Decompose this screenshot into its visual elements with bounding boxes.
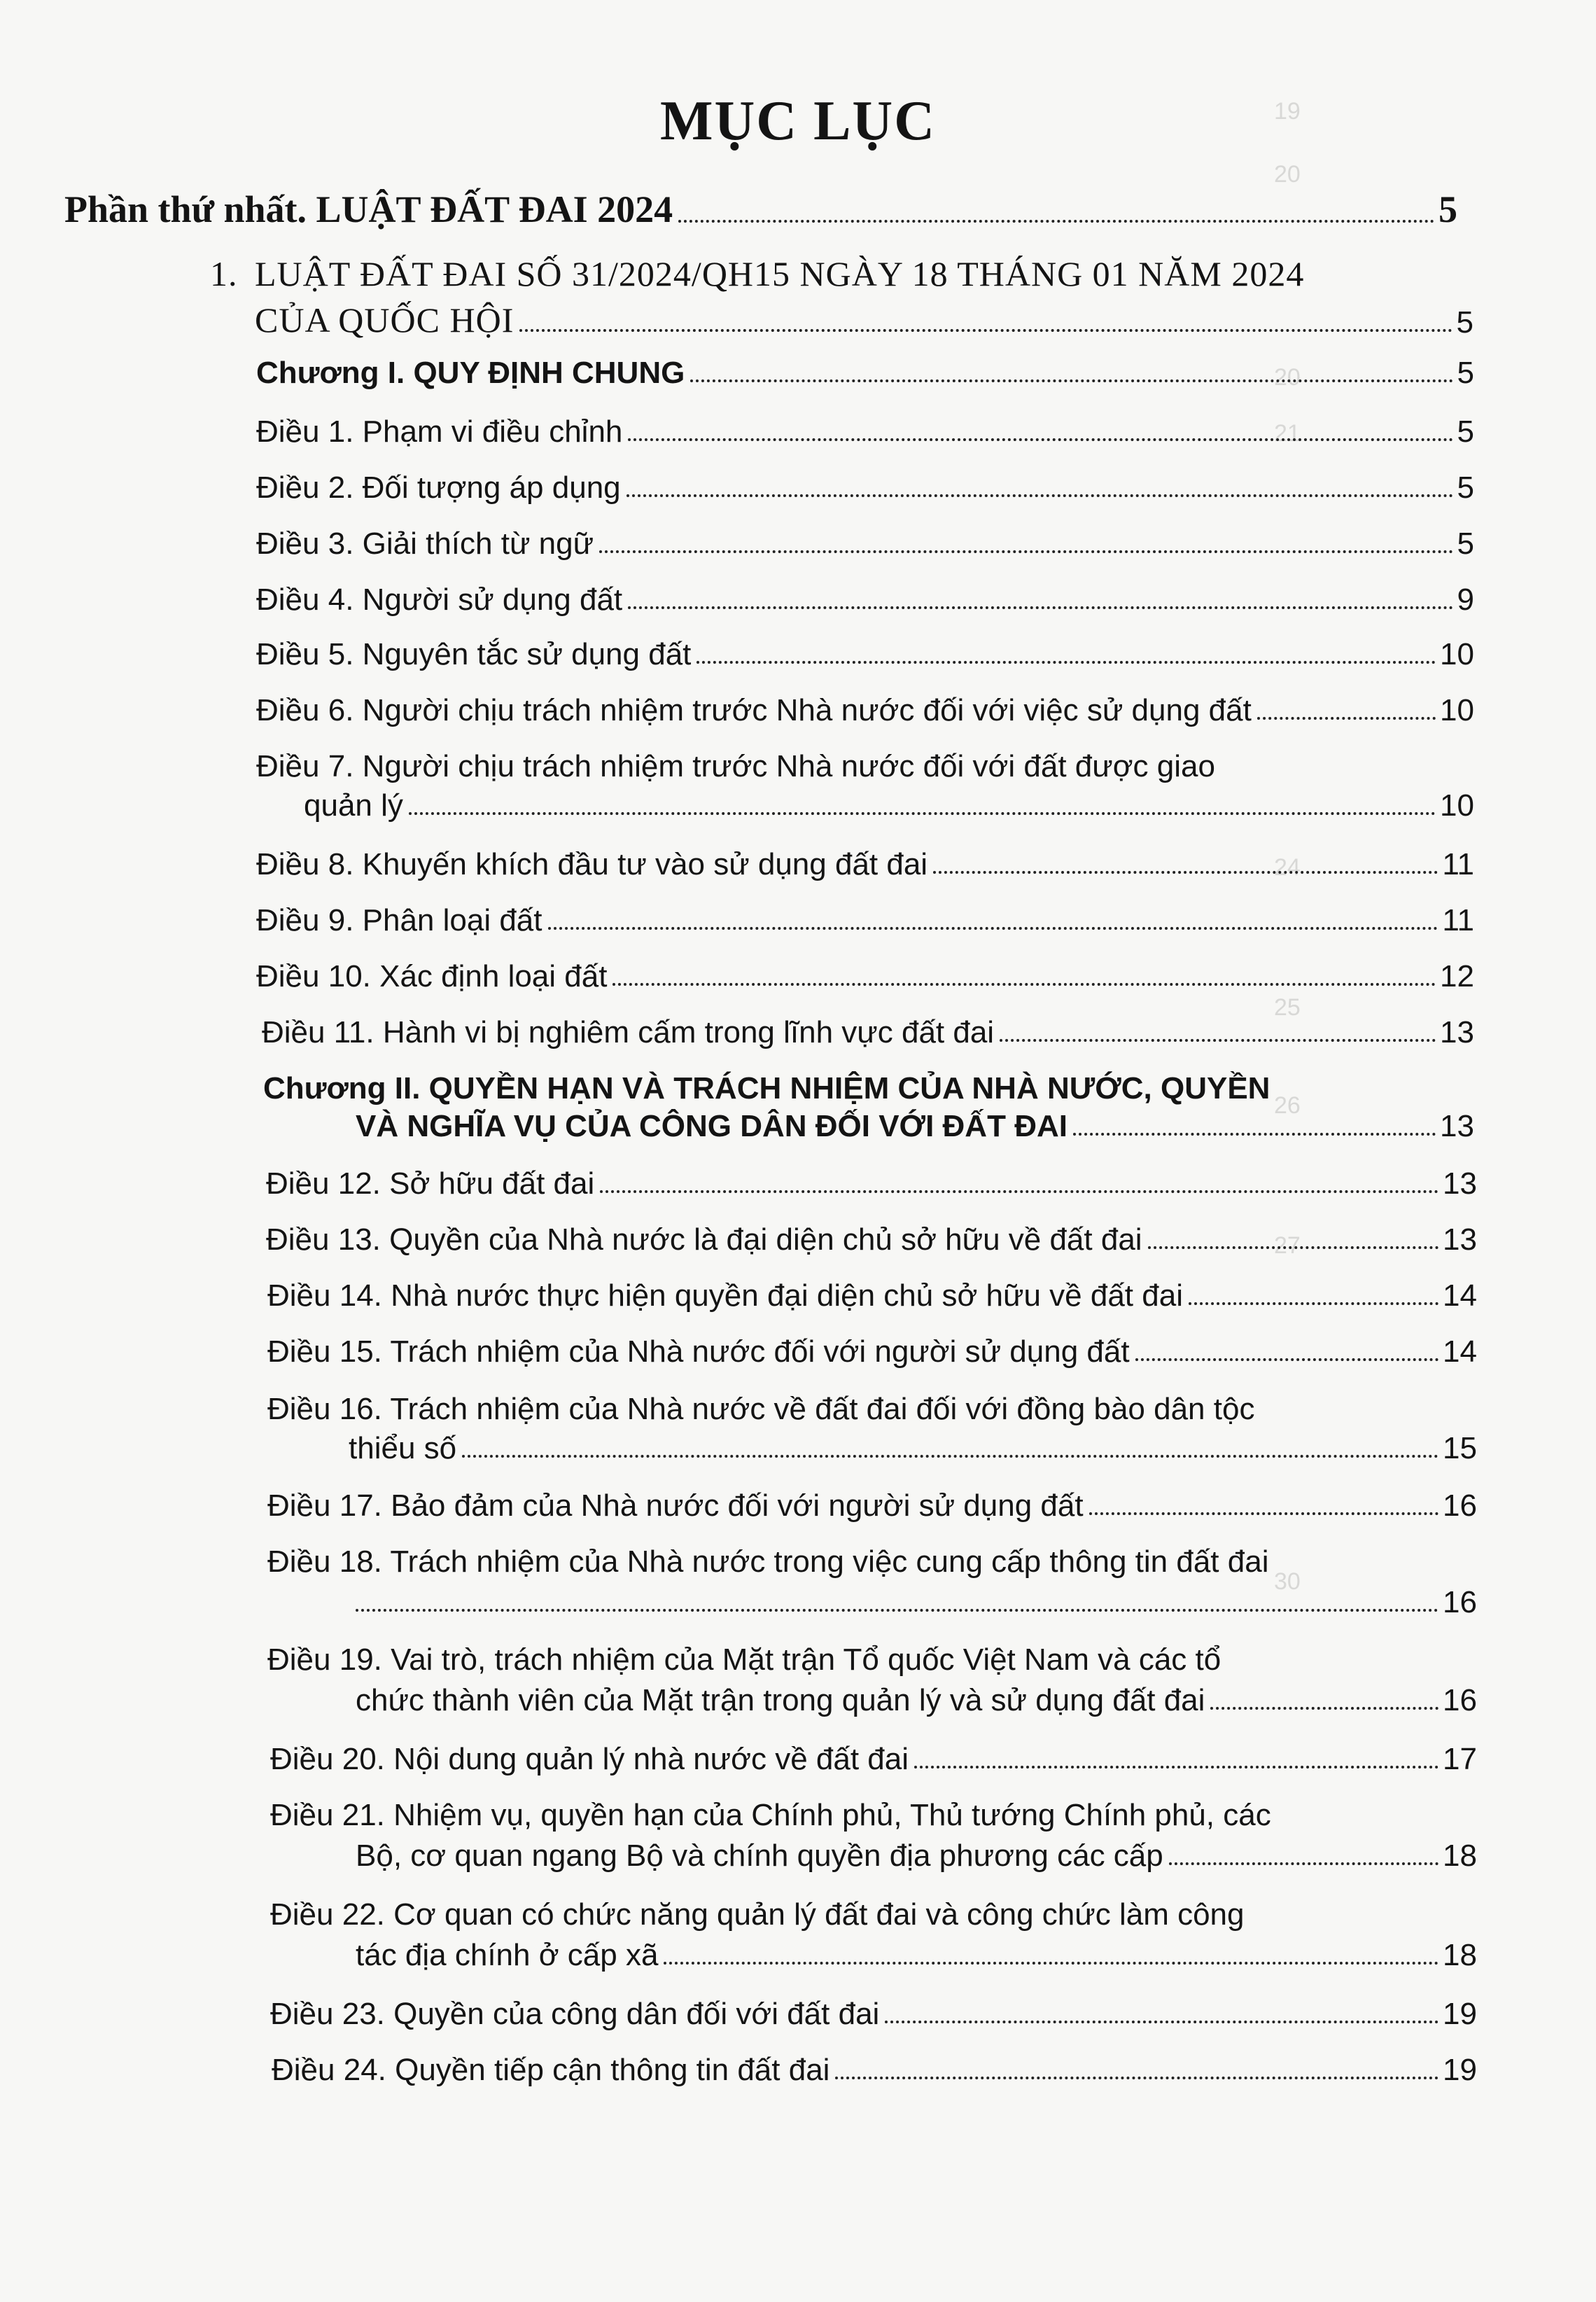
toc-entry-label: Điều 12. Sở hữu đất đai xyxy=(266,1166,595,1201)
dot-leader xyxy=(1257,717,1436,720)
toc-entry-label: Điều 5. Nguyên tắc sử dụng đất xyxy=(256,637,692,671)
dot-leader xyxy=(933,871,1438,874)
toc-article-entry[interactable] xyxy=(270,1997,1477,2032)
toc-page-number: 10 xyxy=(1440,788,1474,823)
toc-article-line1: Điều 18. Trách nhiệm của Nhà nước trong việc cung cấp thông tin đất đai xyxy=(267,1544,1269,1579)
toc-entry-label: thiểu số xyxy=(349,1431,457,1465)
bleed-through-decoration: 30 xyxy=(1274,1568,1301,1595)
toc-page-number: 16 xyxy=(1443,1683,1477,1717)
toc-page-number: 15 xyxy=(1443,1431,1477,1465)
dot-leader xyxy=(1089,1512,1438,1515)
toc-article-entry[interactable] xyxy=(256,526,1474,561)
toc-entry-label: VÀ NGHĨA VỤ CỦA CÔNG DÂN ĐỐI VỚI ĐẤT ĐAI xyxy=(356,1109,1068,1143)
toc-entry-label: Điều 9. Phân loại đất xyxy=(256,903,542,937)
toc-article-line1: Điều 16. Trách nhiệm của Nhà nước về đất đai đối với đồng bào dân tộc xyxy=(267,1392,1255,1426)
toc-page-number: 13 xyxy=(1440,1109,1474,1143)
toc-entry-label: Điều 11. Hành vi bị nghiêm cấm trong lĩnh vực đất đai xyxy=(262,1015,995,1049)
toc-article-entry[interactable] xyxy=(256,903,1474,938)
toc-article-line1: Điều 7. Người chịu trách nhiệm trước Nhà nước đối với đất được giao xyxy=(256,749,1215,783)
toc-page-number: 18 xyxy=(1443,1938,1477,1972)
toc-page-number: 5 xyxy=(1457,470,1474,505)
toc-article-entry[interactable] xyxy=(266,1222,1477,1257)
toc-page-number: 9 xyxy=(1457,583,1474,617)
toc-entry-label: Bộ, cơ quan ngang Bộ và chính quyền địa phương các cấp xyxy=(356,1839,1163,1873)
toc-article-entry[interactable] xyxy=(349,1431,1477,1466)
bleed-through-decoration: 27 xyxy=(1274,1232,1301,1259)
toc-entry-label: Điều 24. Quyền tiếp cận thông tin đất đai xyxy=(272,2053,830,2087)
toc-entry-label: Điều 20. Nội dung quản lý nhà nước về đất đai xyxy=(270,1742,909,1776)
toc-page-number: 5 xyxy=(1457,526,1474,561)
toc-page-number: 5 xyxy=(1457,414,1474,449)
toc-page-number: 12 xyxy=(1440,959,1474,993)
toc-page-number: 17 xyxy=(1443,1742,1477,1776)
dot-leader xyxy=(409,812,1436,815)
dot-leader xyxy=(626,494,1453,497)
dot-leader xyxy=(696,661,1436,664)
toc-entry-label: Điều 6. Người chịu trách nhiệm trước Nhà nước đối với việc sử dụng đất xyxy=(256,693,1252,727)
toc-entry-label: chức thành viên của Mặt trận trong quản lý và sử dụng đất đai xyxy=(356,1683,1205,1717)
toc-page-number: 14 xyxy=(1443,1278,1477,1313)
toc-article-entry[interactable] xyxy=(256,414,1474,449)
dot-leader xyxy=(356,1609,1438,1612)
bleed-through-decoration: 25 xyxy=(1274,994,1301,1021)
toc-article-entry[interactable] xyxy=(267,1278,1477,1313)
toc-article-entry[interactable] xyxy=(256,959,1474,994)
bleed-through-decoration: 20 xyxy=(1274,364,1301,391)
dot-leader xyxy=(548,927,1438,930)
toc-article-entry[interactable] xyxy=(256,693,1474,728)
bleed-through-decoration: 24 xyxy=(1274,854,1301,881)
toc-entry-label: Điều 2. Đối tượng áp dụng xyxy=(256,470,621,505)
toc-article-entry[interactable] xyxy=(266,1166,1477,1201)
toc-page-number: 13 xyxy=(1440,1015,1474,1049)
toc-entry-label: Điều 10. Xác định loại đất xyxy=(256,959,608,993)
toc-page-number: 13 xyxy=(1443,1222,1477,1257)
toc-entry-label: Điều 4. Người sử dụng đất xyxy=(256,583,623,617)
dot-leader xyxy=(462,1455,1438,1458)
toc-article-entry[interactable] xyxy=(256,583,1474,618)
toc-page-number: 16 xyxy=(1443,1488,1477,1523)
dot-leader xyxy=(1148,1246,1438,1249)
bleed-through-decoration: 20 xyxy=(1274,161,1301,188)
toc-article-entry[interactable] xyxy=(356,1585,1477,1620)
dot-leader xyxy=(885,2021,1438,2023)
page-title: MỤC LỤC xyxy=(660,90,936,152)
toc-article-entry[interactable] xyxy=(356,1683,1477,1718)
dot-leader xyxy=(835,2077,1438,2079)
dot-leader xyxy=(612,983,1436,986)
toc-page-number: 11 xyxy=(1442,903,1474,937)
toc-page-number: 11 xyxy=(1442,847,1474,881)
toc-page-number: 19 xyxy=(1443,2053,1477,2087)
toc-article-line1: Điều 21. Nhiệm vụ, quyền hạn của Chính phủ, Thủ tướng Chính phủ, các xyxy=(270,1798,1271,1832)
bleed-through-decoration: 26 xyxy=(1274,1092,1301,1119)
toc-entry-label: Điều 8. Khuyến khích đầu tư vào sử dụng đất đai xyxy=(256,847,928,881)
toc-article-entry[interactable] xyxy=(356,1839,1477,1874)
toc-entry-label: Chương I. QUY ĐỊNH CHUNG xyxy=(256,356,685,390)
toc-page-number: 5 xyxy=(1438,188,1457,230)
toc-article-entry[interactable] xyxy=(304,788,1474,823)
toc-entry-label: Điều 1. Phạm vi điều chỉnh xyxy=(256,414,623,449)
toc-article-line1: Điều 19. Vai trò, trách nhiệm của Mặt trận Tổ quốc Việt Nam và các tổ xyxy=(267,1642,1222,1677)
toc-article-entry[interactable] xyxy=(272,2053,1477,2088)
toc-entry-label: Điều 13. Quyền của Nhà nước là đại diện chủ sở hữu về đất đai xyxy=(266,1222,1142,1257)
dot-leader xyxy=(599,550,1452,553)
toc-entry-label: quản lý xyxy=(304,788,403,823)
toc-entry-label: Phần thứ nhất. LUẬT ĐẤT ĐAI 2024 xyxy=(64,188,673,230)
dot-leader xyxy=(914,1766,1438,1769)
toc-article-entry[interactable] xyxy=(270,1742,1477,1777)
toc-article-entry[interactable] xyxy=(267,1488,1477,1523)
toc-entry-label: Điều 23. Quyền của công dân đối với đất đai xyxy=(270,1997,880,2031)
dot-leader xyxy=(600,1190,1438,1193)
law-title-line2: CỦA QUỐC HỘI xyxy=(255,300,514,340)
toc-article-entry[interactable] xyxy=(256,847,1474,882)
dot-leader xyxy=(1000,1039,1436,1042)
toc-page-number: 13 xyxy=(1443,1166,1477,1201)
toc-article-entry[interactable] xyxy=(256,637,1474,672)
dot-leader xyxy=(1135,1358,1438,1361)
toc-entry-label: Điều 3. Giải thích từ ngữ xyxy=(256,526,594,561)
dot-leader xyxy=(628,606,1452,609)
dot-leader xyxy=(1210,1707,1438,1710)
toc-entry-label: Điều 17. Bảo đảm của Nhà nước đối với người sử dụng đất xyxy=(267,1488,1084,1523)
dot-leader xyxy=(1169,1862,1438,1865)
toc-entry-label: tác địa chính ở cấp xã xyxy=(356,1938,659,1972)
toc-page-number: 10 xyxy=(1440,637,1474,671)
dot-leader xyxy=(1189,1302,1438,1305)
dot-leader xyxy=(664,1962,1438,1965)
toc-page-number: 19 xyxy=(1443,1997,1477,2031)
toc-article-entry[interactable] xyxy=(256,470,1474,505)
toc-entry-label: Điều 14. Nhà nước thực hiện quyền đại diện chủ sở hữu về đất đai xyxy=(267,1278,1183,1313)
toc-page-number: 10 xyxy=(1440,693,1474,727)
toc-chapter-line1: Chương II. QUYỀN HẠN VÀ TRÁCH NHIỆM CỦA NHÀ NƯỚC, QUYỀN xyxy=(263,1071,1270,1105)
dot-leader xyxy=(690,379,1452,382)
toc-article-entry[interactable] xyxy=(267,1334,1477,1369)
toc-article-line1: Điều 22. Cơ quan có chức năng quản lý đất đai và công chức làm công xyxy=(270,1897,1245,1932)
toc-page-number: 5 xyxy=(1457,356,1474,390)
dot-leader xyxy=(678,220,1434,223)
toc-article-entry[interactable] xyxy=(262,1015,1474,1050)
law-title-line1: LUẬT ĐẤT ĐAI SỐ 31/2024/QH15 NGÀY 18 THÁNG 01 NĂM 2024 xyxy=(255,254,1305,293)
toc-entry-label: Điều 15. Trách nhiệm của Nhà nước đối với người sử dụng đất xyxy=(267,1334,1130,1369)
bleed-through-decoration: 21 xyxy=(1274,420,1301,447)
toc-article-entry[interactable] xyxy=(356,1938,1477,1973)
toc-part-entry[interactable] xyxy=(64,188,1457,231)
toc-page-number: 14 xyxy=(1443,1334,1477,1369)
dot-leader xyxy=(519,329,1452,332)
bleed-through-decoration: 19 xyxy=(1274,98,1301,125)
toc-page-number: 18 xyxy=(1443,1839,1477,1873)
law-index: 1. xyxy=(210,254,238,293)
toc-law-entry[interactable] xyxy=(255,300,1474,340)
toc-page-number: 16 xyxy=(1443,1585,1477,1619)
dot-leader xyxy=(628,438,1452,441)
toc-chapter-entry[interactable] xyxy=(256,356,1474,391)
toc-chapter-entry[interactable] xyxy=(356,1109,1474,1144)
dot-leader xyxy=(1073,1133,1436,1136)
toc-page-number: 5 xyxy=(1456,305,1474,340)
